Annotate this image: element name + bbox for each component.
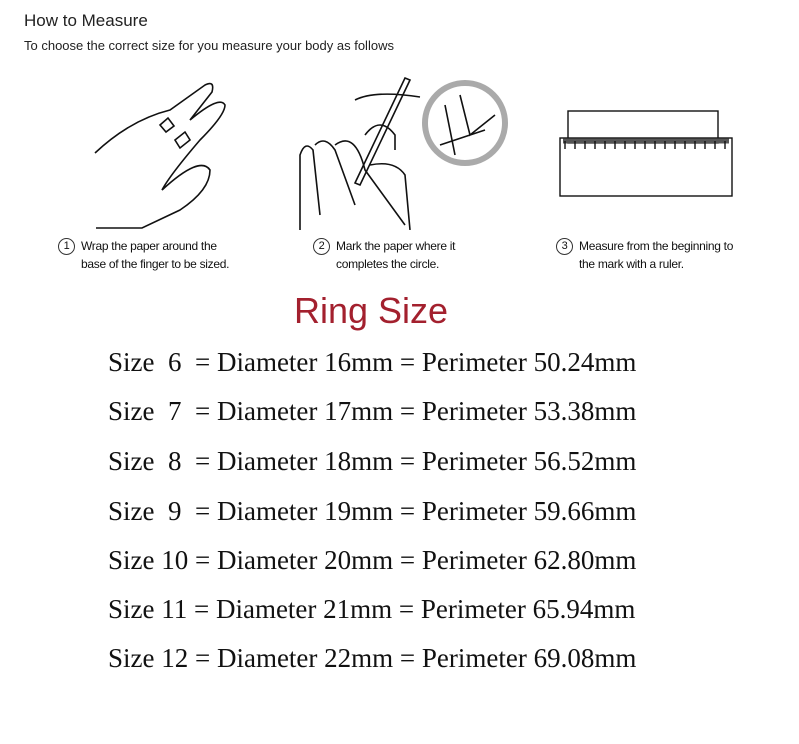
step-number: 1	[58, 238, 75, 255]
step-2	[313, 237, 455, 273]
page-title: How to Measure	[24, 11, 148, 30]
size-row: Size 8 = Diameter 18mm = Perimeter 56.52mm	[108, 446, 637, 476]
page-subtitle: To choose the correct size for you measure your body as follows	[24, 38, 394, 53]
size-row: Size 9 = Diameter 19mm = Perimeter 59.66mm	[108, 496, 637, 526]
step-number: 2	[313, 238, 330, 255]
size-row: Size 10 = Diameter 20mm = Perimeter 62.80mm	[108, 545, 637, 575]
step-text: Wrap the paper around the	[81, 239, 217, 253]
size-row: Size 6 = Diameter 16mm = Perimeter 50.24mm	[108, 347, 637, 377]
size-row: Size 12 = Diameter 22mm = Perimeter 69.08mm	[108, 643, 637, 673]
hand-wrap-illustration	[90, 80, 240, 230]
step-text: the mark with a ruler.	[579, 257, 684, 271]
step-number: 3	[556, 238, 573, 255]
step-text: completes the circle.	[336, 257, 440, 271]
step-3	[556, 237, 733, 273]
step-text: Measure from the beginning to	[579, 239, 734, 253]
ring-size-title: Ring Size	[293, 290, 449, 331]
size-row: Size 11 = Diameter 21mm = Perimeter 65.94mm	[108, 594, 636, 624]
ruler-illustration	[555, 105, 740, 200]
step-text: base of the finger to be sized.	[81, 257, 230, 271]
size-row: Size 7 = Diameter 17mm = Perimeter 53.38mm	[108, 396, 637, 426]
step-1	[58, 237, 229, 273]
hand-mark-illustration	[295, 75, 515, 230]
step-text: Mark the paper where it	[336, 239, 456, 253]
